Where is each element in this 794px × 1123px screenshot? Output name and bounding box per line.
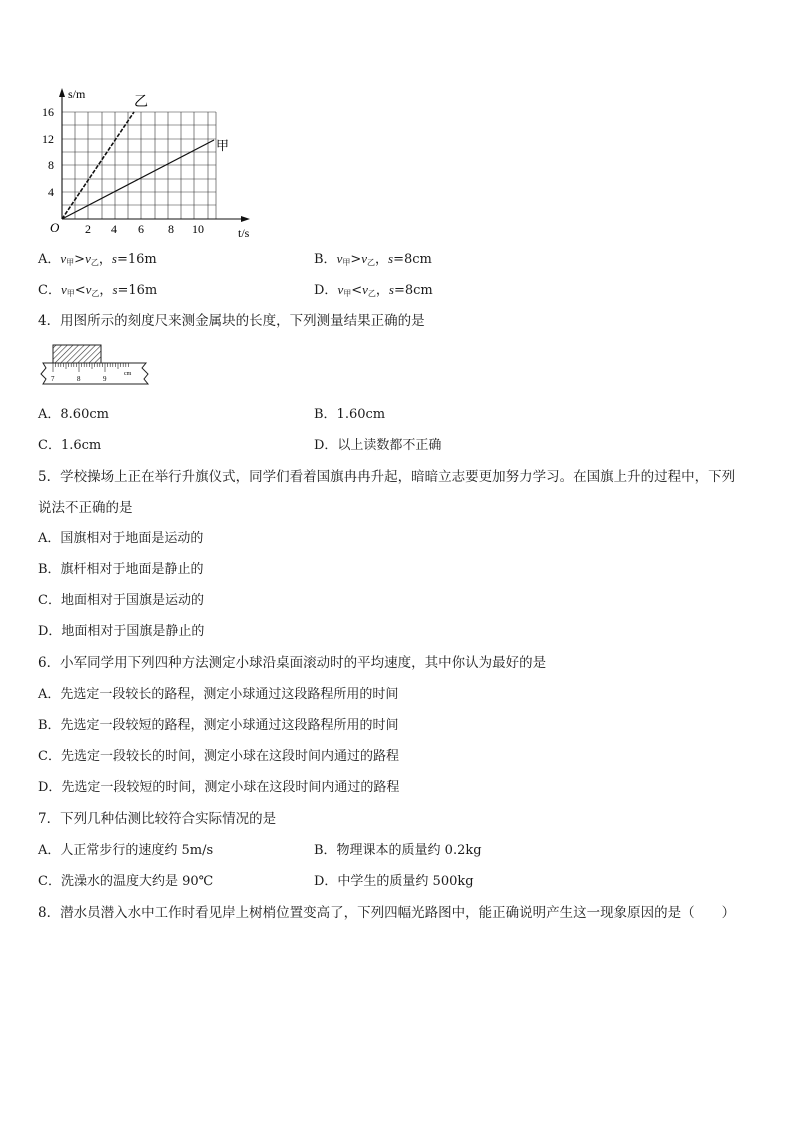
x-axis-label: t/s (238, 226, 250, 240)
ruler-label: 8 (77, 375, 81, 383)
q7-option-c: C．洗澡水的温度大约是 90℃ (38, 874, 214, 889)
graph-grid (62, 112, 216, 219)
y-axis-label: s/m (68, 87, 86, 101)
q4-option-d: D．以上读数都不正确 (314, 438, 442, 453)
q5-option-a: A．国旗相对于地面是运动的 (38, 531, 204, 546)
q7-option-b: B．物理课本的质量约 0.2kg (314, 843, 482, 858)
q4-stem: 4．用图所示的刻度尺来测金属块的长度，下列测量结果正确的是 (38, 313, 425, 329)
q5-stem-line2: 说法不正确的是 (38, 500, 133, 516)
y-tick-label: 4 (48, 185, 54, 199)
line-yi (62, 112, 134, 219)
q3-option-b: B．$v_甲>v_乙$，s=8cm (314, 251, 432, 267)
q6-option-b: B．先选定一段较短的路程，测定小球通过这段路程所用的时间 (38, 718, 399, 733)
ruler-figure (38, 340, 154, 390)
q6-option-d: D．先选定一段较短的时间，测定小球在这段时间内通过的路程 (38, 780, 400, 795)
y-tick-label: 8 (48, 158, 54, 172)
st-graph (30, 80, 270, 240)
q7-option-a: A．人正常步行的速度约 5m/s (38, 843, 214, 858)
q4-option-a: A．8.60cm (38, 407, 109, 422)
x-tick-label: 8 (168, 222, 174, 236)
q5-option-c: C．地面相对于国旗是运动的 (38, 593, 204, 608)
x-tick-label: 4 (111, 222, 117, 236)
q7-stem: 7．下列几种估测比较符合实际情况的是 (38, 811, 277, 827)
q7-option-d: D．中学生的质量约 500kg (314, 874, 474, 889)
q4-option-b: B．1.60cm (314, 407, 386, 422)
q6-stem: 6．小军同学用下列四种方法测定小球沿桌面滚动时的平均速度，其中你认为最好的是 (38, 655, 547, 671)
q5-stem-line1: 5．学校操场上正在举行升旗仪式，同学们看着国旗冉冉升起，暗暗立志要更加努力学习。在国旗上升的过程中，下列 (38, 469, 736, 485)
x-tick-label: 6 (138, 222, 144, 236)
y-tick-label: 16 (42, 105, 54, 119)
q4-option-c: C．1.6cm (38, 438, 102, 453)
origin-label: O (50, 220, 60, 235)
ruler-unit: cm (124, 371, 132, 377)
y-tick-label: 12 (42, 132, 54, 146)
q5-option-b: B．旗杆相对于地面是静止的 (38, 562, 204, 577)
q6-option-a: A．先选定一段较长的路程，测定小球通过这段路程所用的时间 (38, 687, 399, 702)
q3-option-d: D．$v_甲<v_乙$，s=8cm (314, 282, 433, 298)
q3-option-c: C．$v_甲<v_乙$，s=16m (38, 282, 158, 298)
x-tick-label: 10 (192, 222, 204, 236)
x-tick-label: 2 (85, 222, 91, 236)
metal-block (53, 345, 101, 363)
ruler-label: 9 (103, 375, 107, 383)
line-jia-label: 甲 (216, 138, 230, 153)
line-yi-label: 乙 (134, 95, 148, 110)
q5-option-d: D．地面相对于国旗是静止的 (38, 624, 205, 639)
q8-stem: 8．潜水员潜入水中工作时看见岸上树梢位置变高了，下列四幅光路图中，能正确说明产生这一现象原因的是（ ） (38, 905, 736, 921)
ruler-label: 7 (51, 375, 55, 383)
q3-option-a: A．$v_甲>v_乙$，s=16m (38, 251, 157, 267)
q6-option-c: C．先选定一段较长的时间，测定小球在这段时间内通过的路程 (38, 749, 399, 764)
graph-axes (59, 88, 250, 222)
